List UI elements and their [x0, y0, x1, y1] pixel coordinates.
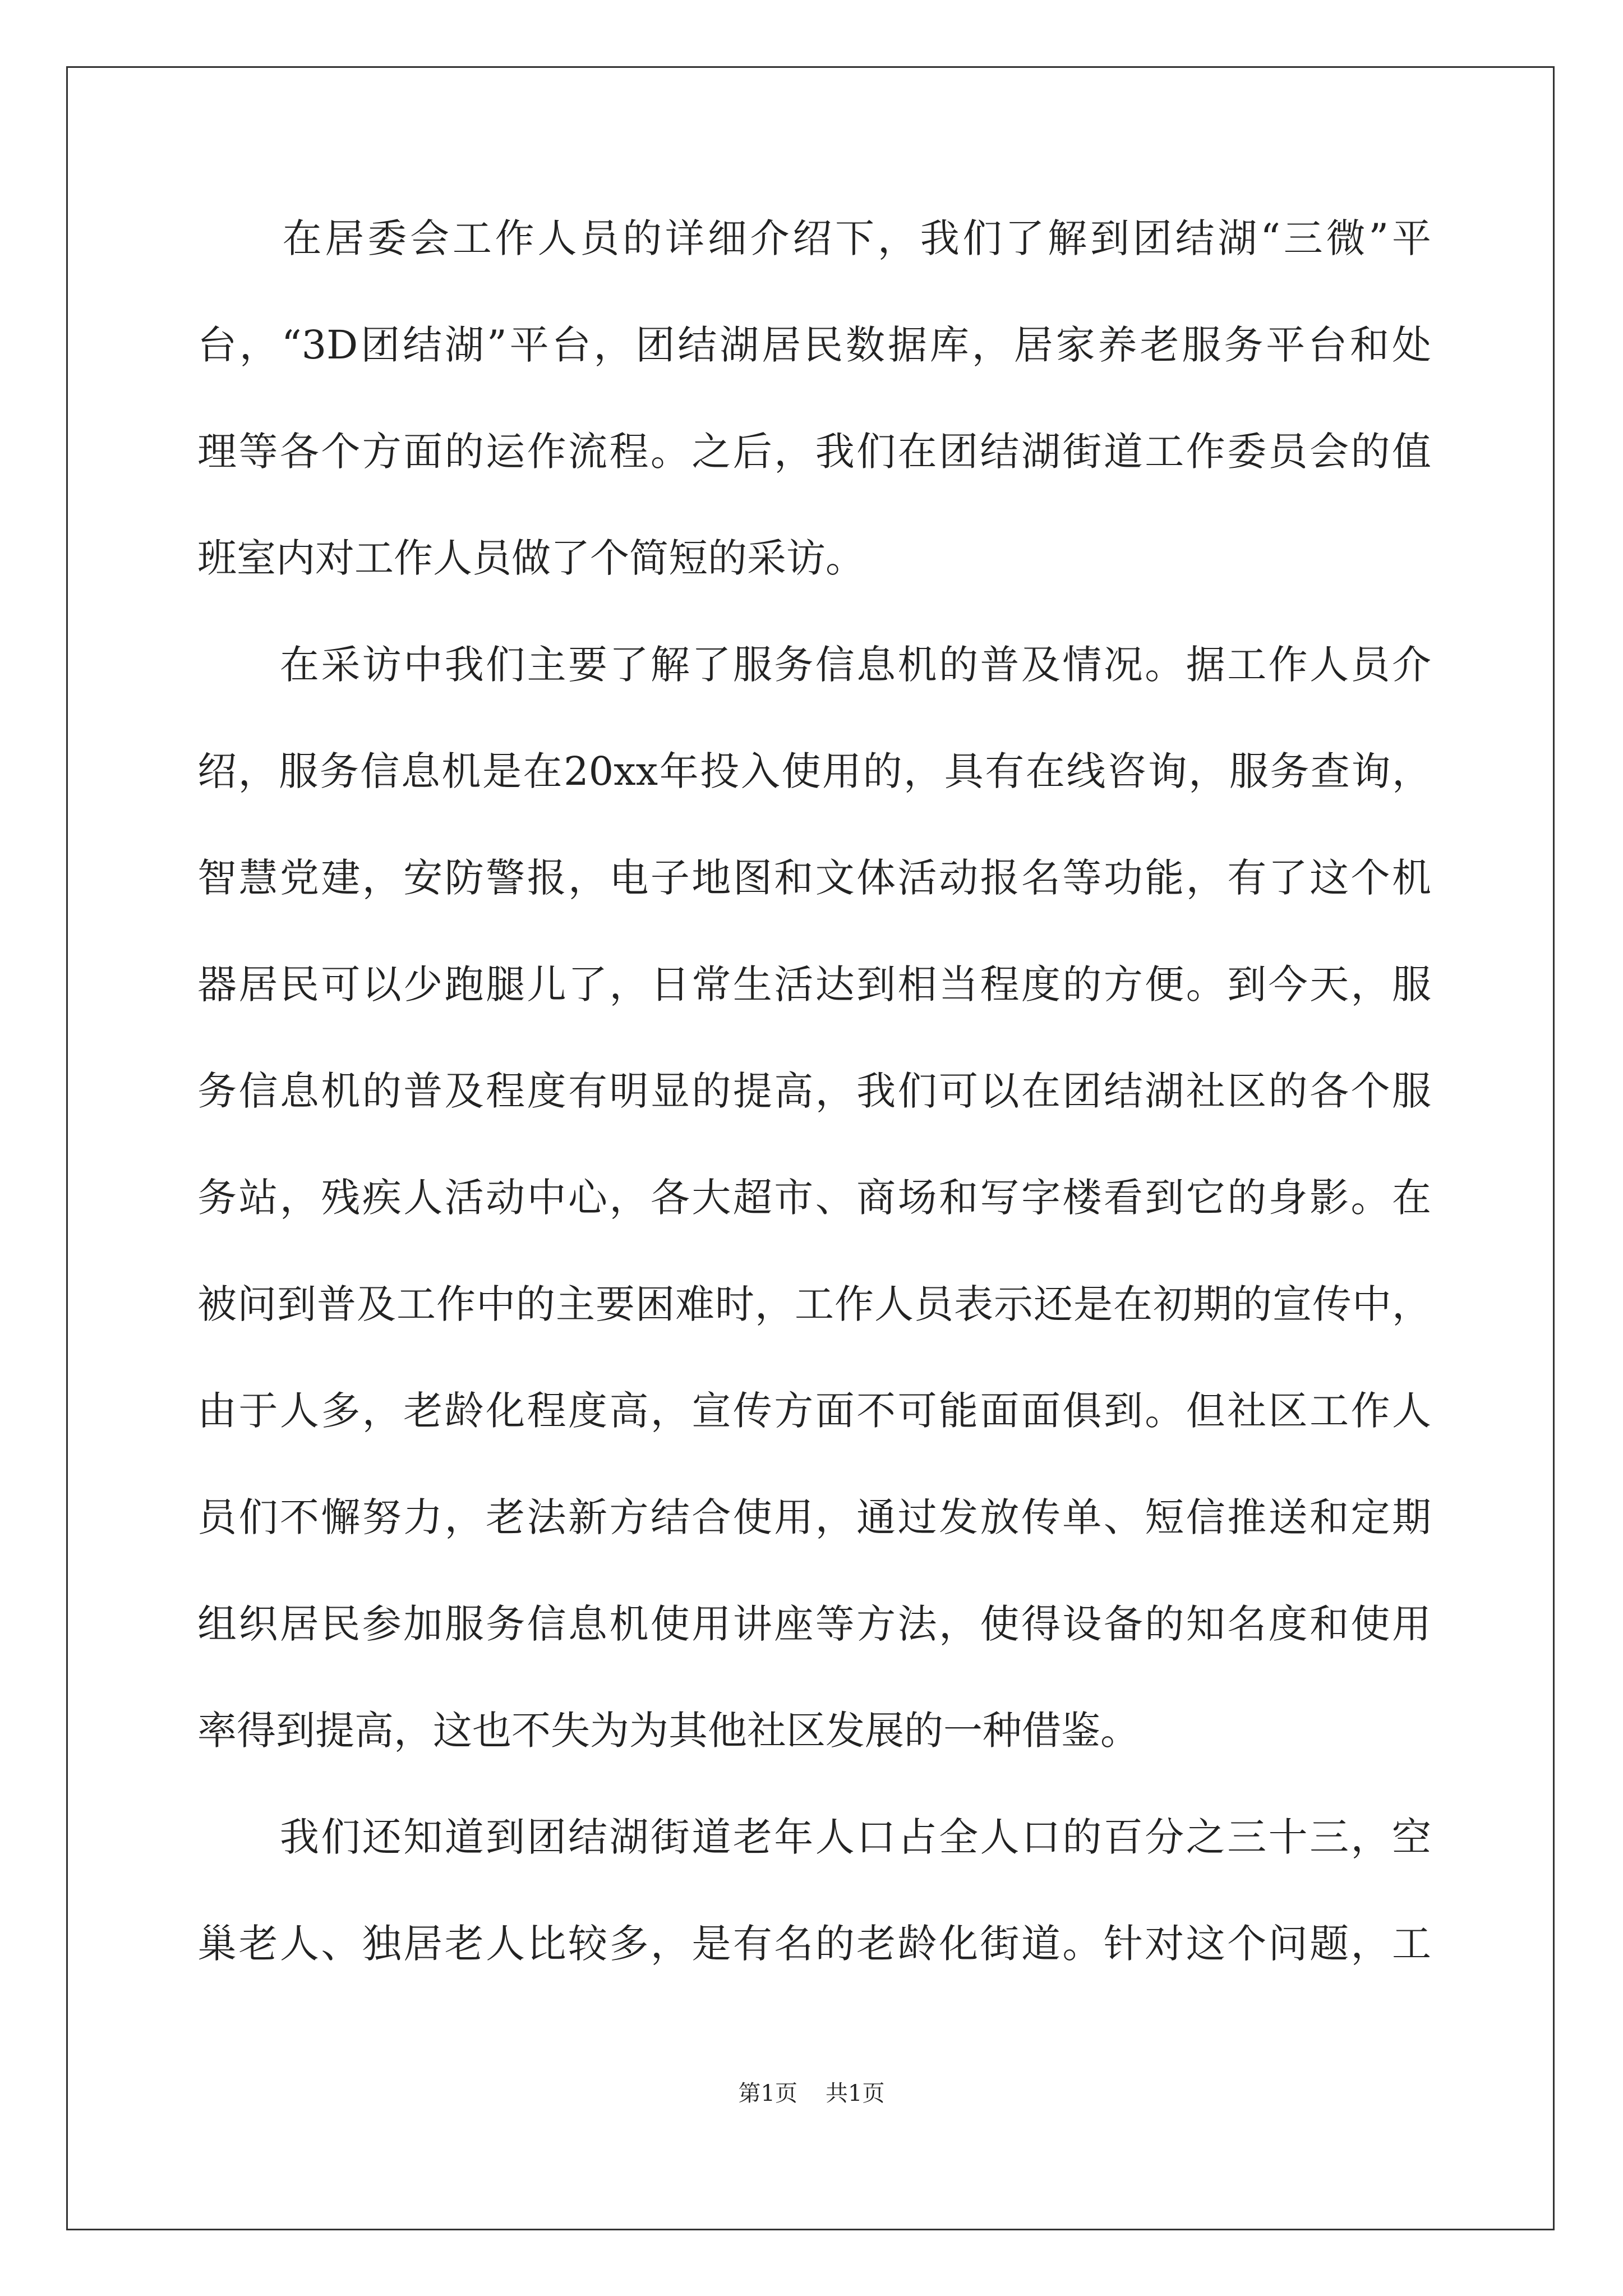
document-body: [197, 215, 1431, 2031]
text-line: 智慧党建，安防警报，电子地图和文体活动报名等功能，有了这个机: [197, 855, 1431, 901]
text-line: 员们不懈努力，老法新方结合使用，通过发放传单、短信推送和定期: [197, 1494, 1431, 1540]
text-line: 组织居民参加服务信息机使用讲座等方法，使得设备的知名度和使用: [197, 1601, 1431, 1647]
text-line: 由于人多，老龄化程度高，宣传方面不可能面面俱到。但社区工作人: [197, 1388, 1431, 1434]
text-line: 器居民可以少跑腿儿了，日常生活达到相当程度的方便。到今天，服: [197, 961, 1431, 1007]
text-line: 务信息机的普及程度有明显的提高，我们可以在团结湖社区的各个服: [197, 1068, 1431, 1114]
text-line: 理等各个方面的运作流程。之后，我们在团结湖街道工作委员会的值: [197, 429, 1431, 475]
text-line: 绍，服务信息机是在20xx年投入使用的，具有在线咨询，服务查询，: [197, 748, 1431, 794]
text-line: 在居委会工作人员的详细介绍下，我们了解到团结湖“三微”平: [197, 215, 1431, 261]
paragraph: [197, 642, 1431, 1818]
text-line: 台，“3D团结湖”平台，团结湖居民数据库，居家养老服务平台和处: [197, 322, 1431, 368]
page-footer: [0, 2082, 1623, 2105]
page-number-current: 第1页: [738, 2081, 797, 2106]
paragraph: [197, 215, 1431, 645]
text-line: 巢老人、独居老人比较多，是有名的老龄化街道。针对这个问题，工: [197, 1921, 1431, 1967]
text-line: 班室内对工作人员做了个简短的采访。: [197, 535, 865, 581]
paragraph: [197, 1814, 1431, 2031]
page-number-total: 共1页: [826, 2081, 885, 2106]
text-line: 率得到提高，这也不失为为其他社区发展的一种借鉴。: [197, 1708, 1140, 1754]
text-line: 我们还知道到团结湖街道老年人口占全人口的百分之三十三，空: [197, 1814, 1431, 1860]
text-line: 务站，残疾人活动中心，各大超市、商场和写字楼看到它的身影。在: [197, 1175, 1431, 1221]
text-line: 在采访中我们主要了解了服务信息机的普及情况。据工作人员介: [197, 642, 1431, 688]
text-line: 被问到普及工作中的主要困难时，工作人员表示还是在初期的宣传中，: [197, 1281, 1431, 1327]
